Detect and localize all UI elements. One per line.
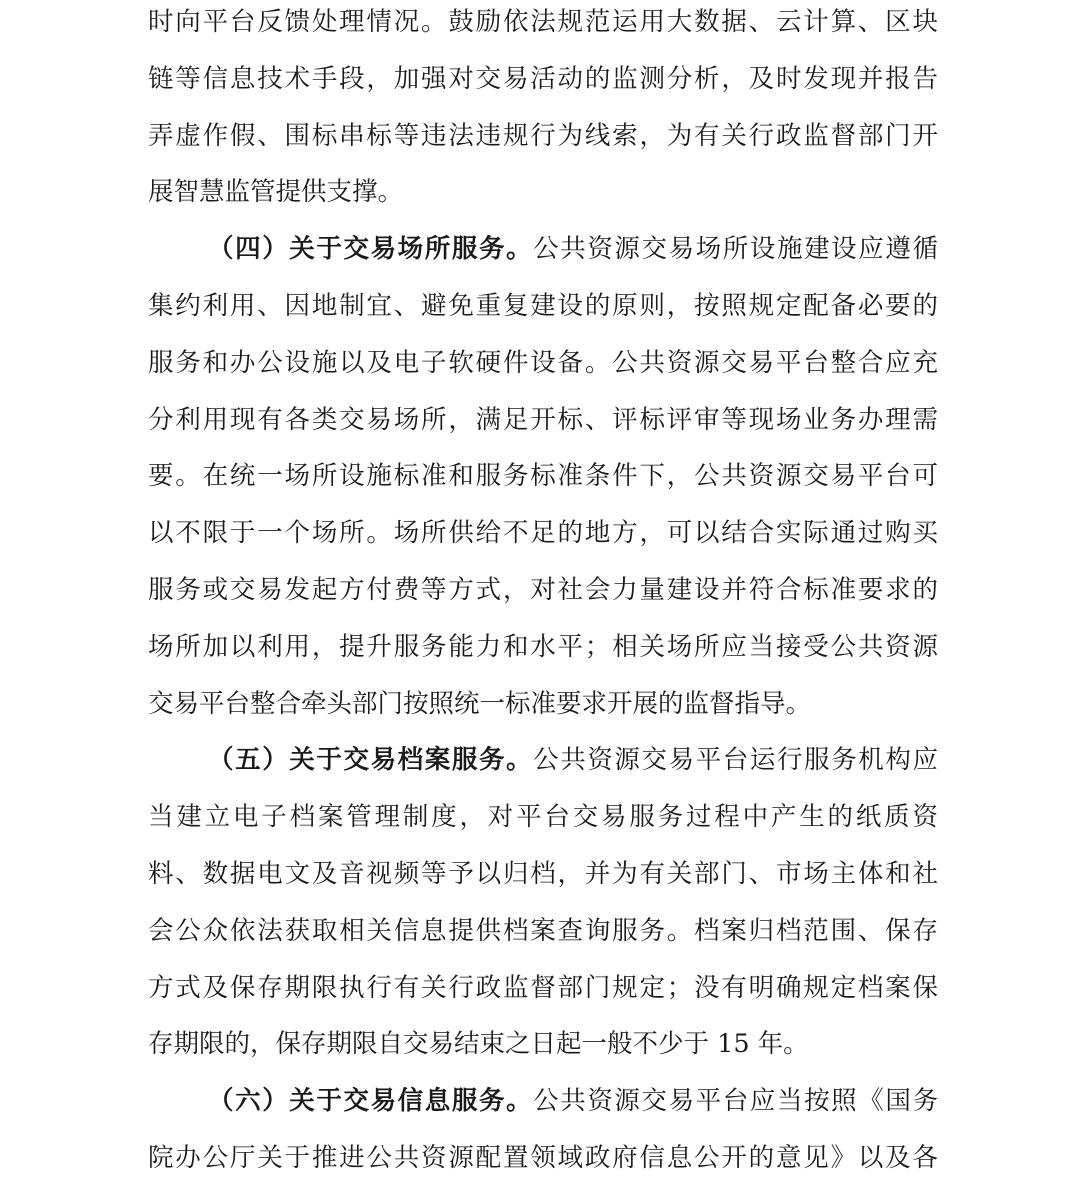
text-line: 方式及保存期限执行有关行政监督部门规定；没有明确规定档案保 (148, 972, 938, 1003)
text-line: 服务或交易发起方付费等方式，对社会力量建设并符合标准要求的 (148, 574, 938, 605)
text-line: 分利用现有各类交易场所，满足开标、评标评审等现场业务办理需 (148, 404, 938, 435)
text-line: 以不限于一个场所。场所供给不足的地方，可以结合实际通过购买 (148, 518, 938, 549)
text-line: 集约利用、因地制宜、避免重复建设的原则，按照规定配备必要的 (148, 290, 938, 321)
section-text: 公共资源交易平台运行服务机构应 (533, 745, 938, 776)
section-heading-6: （六）关于交易信息服务。 (208, 1086, 534, 1117)
text-line: 弄虚作假、围标串标等违法违规行为线索，为有关行政监督部门开 (148, 120, 938, 151)
paragraph-section-6 (148, 1073, 938, 1187)
text-line (148, 221, 938, 278)
text-line: 院办公厅关于推进公共资源配置领域政府信息公开的意见》以及各 (148, 1142, 938, 1173)
section-text: 公共资源交易平台应当按照《国务 (533, 1086, 938, 1117)
text-line: 会公众依法获取相关信息提供档案查询服务。档案归档范围、保存 (148, 915, 938, 946)
text-line: 存期限的，保存期限自交易结束之日起一般不少于 15 年。 (148, 1029, 809, 1060)
text-line: 时向平台反馈处理情况。鼓励依法规范运用大数据、云计算、区块 (148, 7, 938, 37)
text-line: 要。在统一场所设施标准和服务标准条件下，公共资源交易平台可 (148, 461, 938, 492)
document-page (148, 0, 938, 1187)
text-line: 交易平台整合牵头部门按照统一标准要求开展的监督指导。 (148, 688, 812, 719)
section-text: 公共资源交易场所设施建设应遵循 (533, 234, 938, 265)
paragraph-section-5 (148, 732, 938, 1073)
text-line (148, 732, 938, 789)
text-line: 场所加以利用，提升服务能力和水平；相关场所应当接受公共资源 (148, 631, 938, 662)
text-line: 链等信息技术手段，加强对交易活动的监测分析，及时发现并报告 (148, 63, 938, 94)
paragraph-continuation (148, 0, 938, 221)
text-line: 料、数据电文及音视频等予以归档，并为有关部门、市场主体和社 (148, 858, 938, 889)
text-line (148, 1073, 938, 1130)
paragraph-section-4 (148, 221, 938, 732)
section-heading-4: （四）关于交易场所服务。 (208, 234, 534, 265)
text-line: 展智慧监管提供支撑。 (148, 177, 404, 208)
section-heading-5: （五）关于交易档案服务。 (208, 745, 534, 776)
text-line: 服务和办公设施以及电子软硬件设备。公共资源交易平台整合应充 (148, 347, 938, 378)
text-line: 当建立电子档案管理制度，对平台交易服务过程中产生的纸质资 (148, 802, 938, 833)
